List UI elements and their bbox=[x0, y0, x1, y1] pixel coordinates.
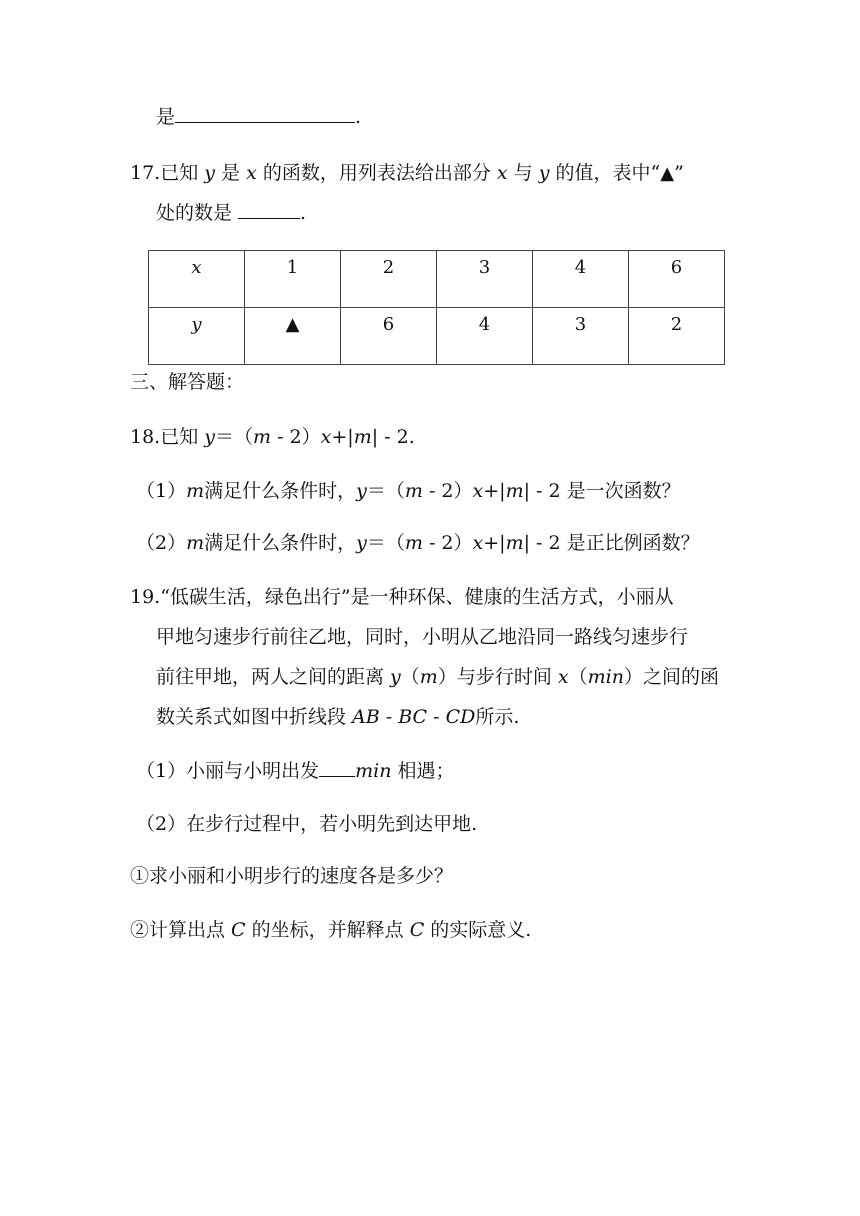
variable-x: x bbox=[472, 480, 484, 502]
text: +| bbox=[483, 532, 506, 554]
triangle-icon: ▲ bbox=[660, 163, 675, 184]
table-cell-y-label: y bbox=[149, 308, 245, 365]
variable-m: m bbox=[253, 426, 272, 448]
text: ＝（ bbox=[215, 426, 254, 448]
text: 的函数，用列表法给出部分 bbox=[256, 162, 497, 184]
variable-y: y bbox=[356, 480, 367, 502]
table-cell: 2 bbox=[629, 308, 725, 365]
part-number: （2） bbox=[136, 532, 187, 554]
variable-m: m bbox=[353, 426, 372, 448]
variable-m: m bbox=[404, 532, 423, 554]
table-cell: 6 bbox=[341, 308, 437, 365]
text: 所示. bbox=[475, 706, 520, 728]
text: - 2） bbox=[422, 480, 473, 502]
question-19-line-3 bbox=[156, 664, 719, 690]
question-19-subquestion-2 bbox=[130, 917, 531, 943]
text: +| bbox=[483, 480, 506, 502]
variable-m: m bbox=[404, 480, 423, 502]
text: ）之间的函 bbox=[623, 666, 719, 688]
question-19-part-2: （2）在步行过程中，若小明先到达甲地. bbox=[136, 813, 478, 835]
text: | - 2 是正比例函数？ bbox=[523, 532, 700, 554]
text: . bbox=[355, 106, 362, 128]
question-19-subquestion-1: ①求小丽和小明步行的速度各是多少？ bbox=[130, 865, 454, 887]
question-19-line-4 bbox=[156, 704, 519, 730]
text: 满足什么条件时， bbox=[204, 532, 357, 554]
text: 是 bbox=[156, 106, 176, 128]
variable-y: y bbox=[390, 666, 401, 688]
table-cell: 3 bbox=[437, 251, 533, 308]
text: 小丽与小明出发 bbox=[186, 760, 320, 782]
table-cell: 4 bbox=[437, 308, 533, 365]
value-table bbox=[148, 250, 725, 365]
table-cell: 3 bbox=[533, 308, 629, 365]
variable-x: x bbox=[246, 162, 257, 184]
text: 与 bbox=[507, 162, 539, 184]
question-18-part-2 bbox=[136, 530, 700, 556]
text: - 2） bbox=[271, 426, 321, 448]
unit-m: m bbox=[419, 666, 438, 688]
part-number: （1） bbox=[136, 760, 187, 782]
table-cell: 6 bbox=[629, 251, 725, 308]
variable-y: y bbox=[204, 426, 215, 448]
text: 相遇； bbox=[391, 760, 455, 782]
variable-x: x bbox=[472, 532, 484, 554]
text: 是 bbox=[215, 162, 247, 184]
table-cell: 1 bbox=[245, 251, 341, 308]
table-row-x bbox=[149, 251, 725, 308]
question-19-line-2: 甲地匀速步行前往乙地，同时，小明从乙地沿同一路线匀速步行 bbox=[156, 626, 689, 648]
text: 处的数是 bbox=[156, 202, 239, 224]
question-17-line-2 bbox=[156, 200, 306, 226]
variable-m: m bbox=[186, 532, 205, 554]
part-number: （1） bbox=[136, 480, 187, 502]
text: ＝（ bbox=[366, 480, 405, 502]
triangle-icon: ▲ bbox=[245, 308, 341, 365]
question-18-intro bbox=[130, 424, 415, 450]
table-cell: 2 bbox=[341, 251, 437, 308]
variable-x: x bbox=[320, 426, 332, 448]
unit-min: min bbox=[355, 760, 392, 782]
text: 前往甲地，两人之间的距离 bbox=[156, 666, 391, 688]
variable-x: x bbox=[557, 666, 569, 688]
answer-blank[interactable] bbox=[238, 200, 300, 219]
text: 满足什么条件时， bbox=[204, 480, 357, 502]
text: ）与步行时间 bbox=[437, 666, 558, 688]
answer-blank[interactable] bbox=[319, 758, 355, 777]
unit-min: min bbox=[587, 666, 624, 688]
text: （ bbox=[568, 666, 588, 688]
variable-y: y bbox=[204, 162, 215, 184]
text: 已知 bbox=[160, 426, 205, 448]
text: - 2） bbox=[422, 532, 473, 554]
variable-m: m bbox=[186, 480, 205, 502]
text: （ bbox=[400, 666, 420, 688]
variable-x: x bbox=[496, 162, 508, 184]
question-number: 18. bbox=[130, 426, 161, 448]
variable-y: y bbox=[538, 162, 550, 184]
table-row-y bbox=[149, 308, 725, 365]
text: 的坐标，并解释点 bbox=[245, 919, 410, 941]
text: 的实际意义. bbox=[424, 919, 532, 941]
question-number: 17. bbox=[130, 162, 161, 184]
variable-m: m bbox=[505, 532, 524, 554]
point-c: C bbox=[409, 919, 425, 941]
table-cell: 4 bbox=[533, 251, 629, 308]
question-19-part-1 bbox=[136, 758, 455, 784]
answer-line-continuation bbox=[156, 104, 361, 130]
segment-label: AB - BC - CD bbox=[352, 706, 476, 728]
text: | - 2 是一次函数？ bbox=[523, 480, 681, 502]
point-c: C bbox=[231, 919, 246, 941]
text: | - 2. bbox=[371, 426, 415, 448]
text: ” bbox=[674, 162, 684, 184]
question-19-line-1: 19.“低碳生活，绿色出行”是一种环保、健康的生活方式，小丽从 bbox=[130, 586, 674, 608]
text: 已知 bbox=[160, 162, 205, 184]
text: ＝（ bbox=[366, 532, 405, 554]
text: ②计算出点 bbox=[130, 919, 232, 941]
answer-blank[interactable] bbox=[175, 104, 355, 123]
text: 数关系式如图中折线段 bbox=[156, 706, 353, 728]
variable-y: y bbox=[356, 532, 367, 554]
question-18-part-1 bbox=[136, 478, 681, 504]
question-17-line-1 bbox=[130, 160, 684, 187]
variable-m: m bbox=[505, 480, 524, 502]
text: 的值，表中“ bbox=[549, 162, 661, 184]
text: +| bbox=[331, 426, 354, 448]
section-heading: 三、解答题： bbox=[130, 371, 245, 393]
table-cell-x-label: x bbox=[149, 251, 245, 308]
text: . bbox=[300, 202, 307, 224]
